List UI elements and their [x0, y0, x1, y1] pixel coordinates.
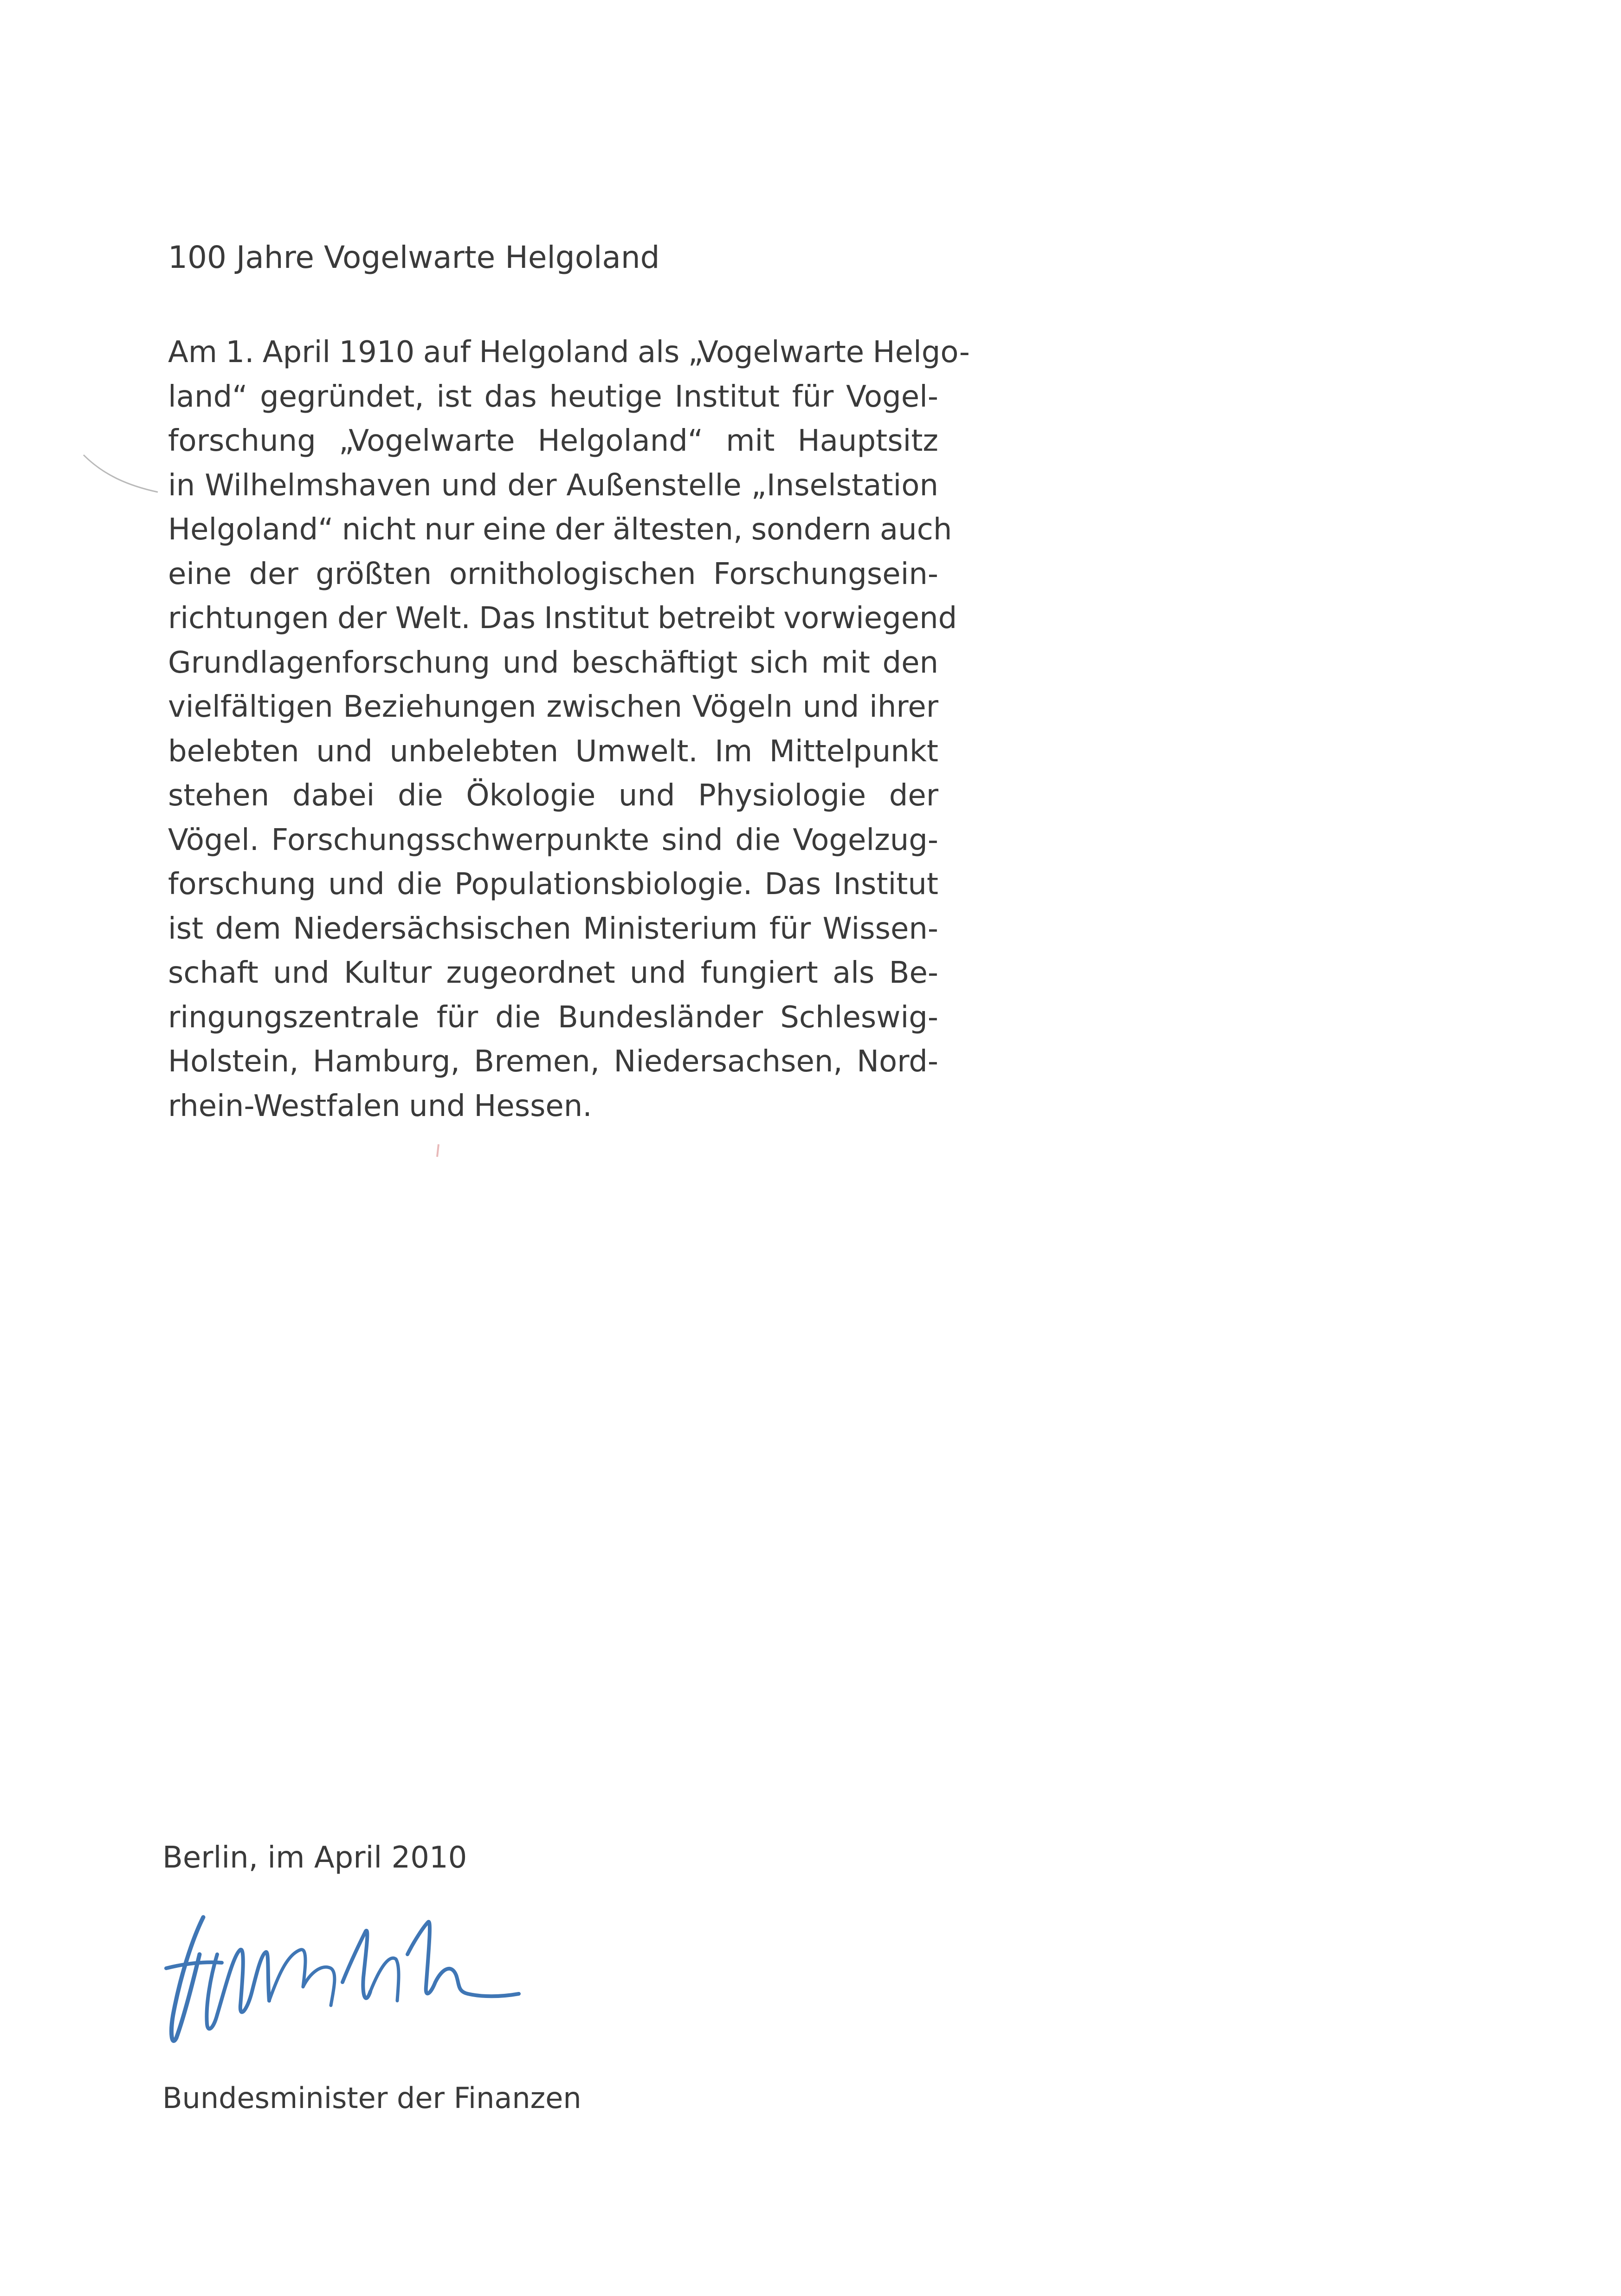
signer-role: Bundesminister der Finanzen — [162, 2081, 581, 2115]
signature-stroke — [407, 1922, 519, 1996]
body-line: eine der größten ornithologischen Forschungsein- — [168, 557, 938, 591]
body-line: forschung und die Populationsbiologie. Das Institut — [168, 867, 938, 902]
body-line: forschung „Vogelwarte Helgoland“ mit Hauptsitz — [168, 424, 938, 458]
body-line: stehen dabei die Ökologie und Physiologie der — [168, 778, 938, 813]
body-line: belebten und unbelebten Umwelt. Im Mittelpunkt — [168, 734, 938, 769]
scan-artifact — [79, 446, 172, 501]
signature-stroke — [269, 1950, 305, 2001]
signature-stroke — [207, 1954, 217, 2029]
body-text — [168, 331, 970, 1129]
signature-stroke — [303, 1967, 335, 2005]
scan-artifact-mark — [437, 1144, 439, 1157]
signature-stroke — [171, 1917, 203, 2041]
signature-strokes — [166, 1917, 519, 2041]
signature-stroke — [370, 1958, 399, 2001]
signature-stroke — [217, 1950, 269, 2015]
body-line: schaft und Kultur zugeordnet und fungiert als Be- — [168, 956, 938, 990]
body-line-last: rhein-Westfalen und Hessen. — [168, 1089, 592, 1123]
signature-stroke — [342, 1931, 370, 1998]
body-line: in Wilhelmshaven und der Außenstelle „Inselstation — [168, 468, 938, 503]
body-line: Grundlagenforschung und beschäftigt sich mit den — [168, 645, 938, 680]
body-line: vielfältigen Beziehungen zwischen Vögeln und ihrer — [168, 690, 938, 724]
scan-artifact — [432, 1142, 446, 1161]
body-line: land“ gegründet, ist das heutige Institut für Vogel- — [168, 379, 938, 414]
page-title: 100 Jahre Vogelwarte Helgoland — [168, 240, 660, 275]
handwritten-signature — [148, 1899, 556, 2075]
body-line: Holstein, Hamburg, Bremen, Niedersachsen, Nord- — [168, 1044, 938, 1079]
place-date: Berlin, im April 2010 — [162, 1841, 467, 1875]
body-line: richtungen der Welt. Das Institut betreibt vorwiegend — [168, 601, 957, 636]
scan-artifact-line — [84, 455, 158, 492]
body-line: ringungszentrale für die Bundesländer Schleswig- — [168, 1000, 938, 1035]
body-line: Vögel. Forschungsschwerpunkte sind die Vogelzug- — [168, 823, 938, 857]
body-line: Am 1. April 1910 auf Helgoland als „Vogelwarte Helgo- — [168, 335, 970, 370]
body-line: ist dem Niedersächsischen Ministerium für Wissen- — [168, 911, 938, 946]
body-line: Helgoland“ nicht nur eine der ältesten, sondern auch — [168, 512, 952, 547]
